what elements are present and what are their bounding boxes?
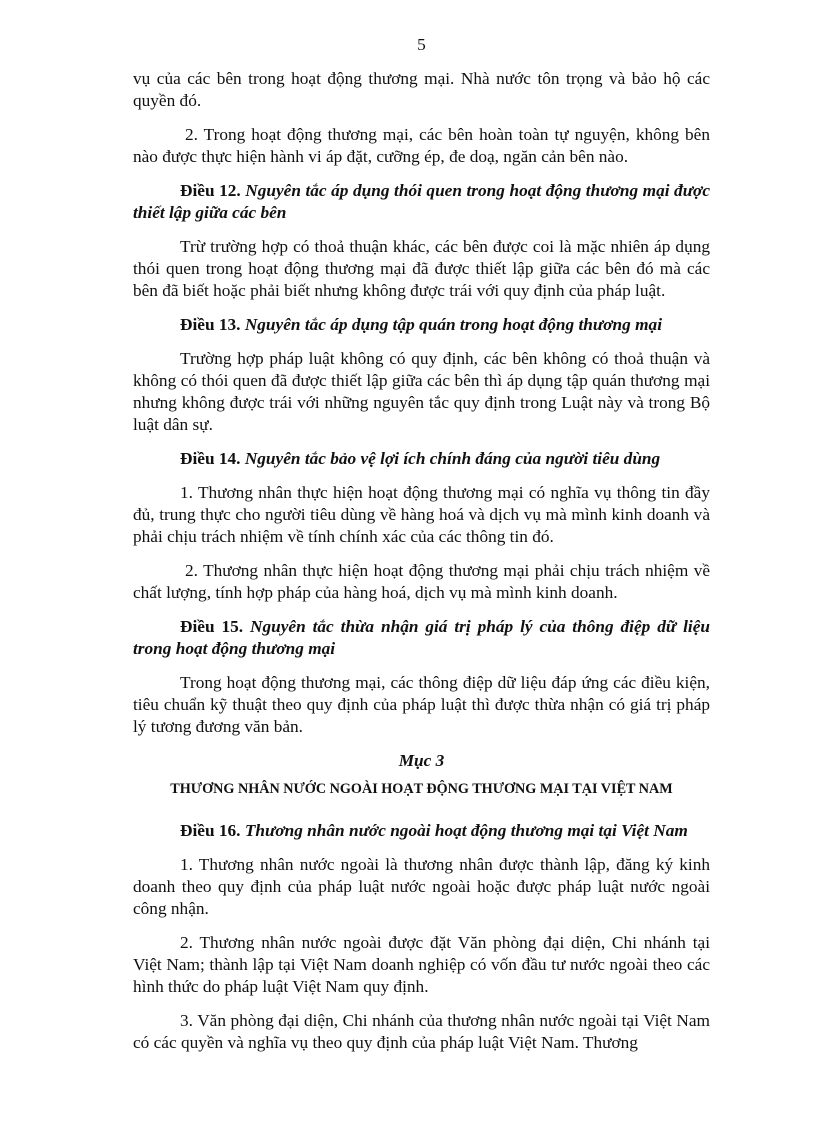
article-15-title: Nguyên tắc thừa nhận giá trị pháp lý của thông điệp dữ liệu trong hoạt động thương mại — [133, 617, 710, 658]
article-16-clause-2: 2. Thương nhân nước ngoài được đặt Văn phòng đại diện, Chi nhánh tại Việt Nam; thành lập tại Việt Nam doanh nghiệp có vốn đầu tư nước ngoài theo các hình thức do pháp luật Việt Nam quy định. — [133, 933, 710, 996]
paragraph-continued: vụ của các bên trong hoạt động thương mại. Nhà nước tôn trọng và bảo hộ các quyền đó. — [133, 69, 710, 110]
document-page — [133, 34, 710, 1066]
section-label: Mục 3 — [398, 751, 445, 770]
article-16-title: Thương nhân nước ngoài hoạt động thương mại tại Việt Nam — [244, 821, 688, 840]
article-12-body: Trừ trường hợp có thoả thuận khác, các bên được coi là mặc nhiên áp dụng thói quen trong hoạt động thương mại đã được thiết lập giữa các bên đó mà các bên đã biết hoặc phải biết nhưng không được trái với quy định của pháp luật. — [133, 237, 710, 300]
section-title: THƯƠNG NHÂN NƯỚC NGOÀI HOẠT ĐỘNG THƯƠNG MẠI TẠI VIỆT NAM — [170, 781, 673, 797]
article-16-number: Điều 16. — [180, 821, 241, 840]
article-13-title: Nguyên tắc áp dụng tập quán trong hoạt động thương mại — [244, 315, 663, 334]
article-14-clause-2: 2. Thương nhân thực hiện hoạt động thương mại phải chịu trách nhiệm về chất lượng, tính hợp pháp của hàng hoá, dịch vụ mà mình kinh doanh. — [133, 561, 710, 602]
article-12-title: Nguyên tắc áp dụng thói quen trong hoạt động thương mại được thiết lập giữa các bên — [133, 181, 710, 222]
article-15-number: Điều 15. — [180, 617, 244, 636]
article-16-heading — [133, 820, 710, 842]
article-15-body: Trong hoạt động thương mại, các thông điệp dữ liệu đáp ứng các điều kiện, tiêu chuẩn kỹ thuật theo quy định của pháp luật thì được thừa nhận có giá trị pháp lý tương đương văn bản. — [133, 673, 710, 736]
article-14-clause-1: 1. Thương nhân thực hiện hoạt động thương mại có nghĩa vụ thông tin đầy đủ, trung thực cho người tiêu dùng về hàng hoá và dịch vụ mà mình kinh doanh và phải chịu trách nhiệm về tính chính xác của các thông tin đó. — [133, 483, 710, 546]
article-13-body: Trường hợp pháp luật không có quy định, các bên không có thoả thuận và không có thói quen đã được thiết lập giữa các bên thì áp dụng tập quán thương mại nhưng không được trái với những nguyên tắc quy định trong Luật này và trong Bộ luật dân sự. — [133, 349, 710, 434]
article-12-heading — [133, 180, 710, 224]
article-12-number: Điều 12. — [180, 181, 241, 200]
article-16-clause-3: 3. Văn phòng đại diện, Chi nhánh của thương nhân nước ngoài tại Việt Nam có các quyền và nghĩa vụ theo quy định của pháp luật Việt Nam. Thương — [133, 1011, 710, 1052]
article-13-number: Điều 13. — [180, 315, 241, 334]
article-14-number: Điều 14. — [180, 449, 241, 468]
paragraph-article-11-clause-2: 2. Trong hoạt động thương mại, các bên hoàn toàn tự nguyện, không bên nào được thực hiện hành vi áp đặt, cưỡng ép, đe doạ, ngăn cản bên nào. — [133, 125, 710, 166]
article-13-heading — [133, 314, 710, 336]
article-16-clause-1: 1. Thương nhân nước ngoài là thương nhân được thành lập, đăng ký kinh doanh theo quy định của pháp luật nước ngoài hoặc được pháp luật nước ngoài công nhận. — [133, 855, 710, 918]
page-number: 5 — [417, 35, 426, 54]
article-14-heading — [133, 448, 710, 470]
article-15-heading — [133, 616, 710, 660]
article-14-title: Nguyên tắc bảo vệ lợi ích chính đáng của người tiêu dùng — [244, 449, 661, 468]
